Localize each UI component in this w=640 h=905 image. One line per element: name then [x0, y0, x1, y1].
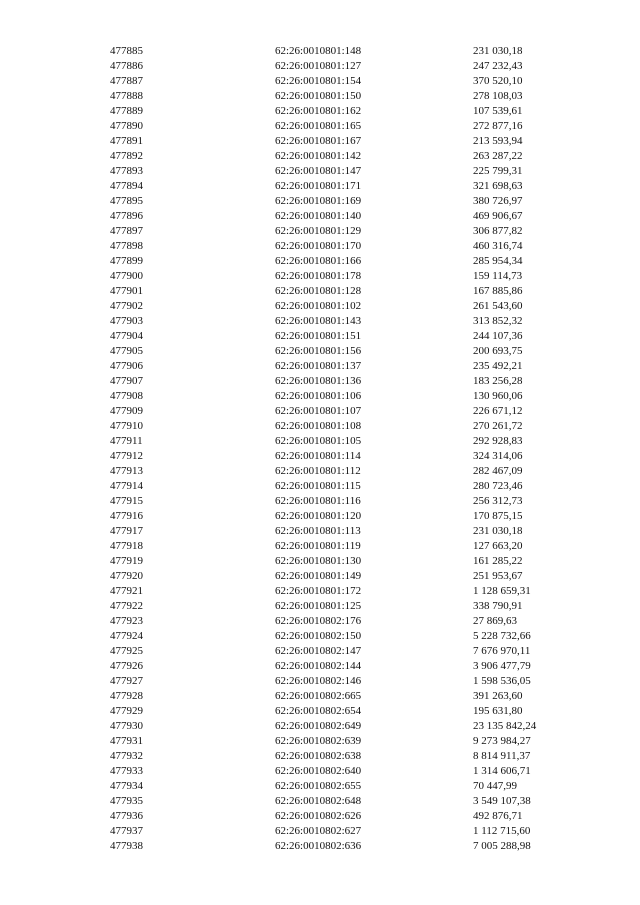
table-row [0, 809, 640, 824]
table-row [0, 764, 640, 779]
row-number: 477898 [110, 240, 143, 252]
row-number: 477933 [110, 765, 143, 777]
cadastral-number: 62:26:0010801:114 [275, 450, 361, 462]
cadastral-number: 62:26:0010801:128 [275, 285, 362, 297]
row-number: 477935 [110, 795, 143, 807]
table-row [0, 389, 640, 404]
table-row [0, 464, 640, 479]
row-number: 477919 [110, 555, 143, 567]
cadastral-value: 251 953,67 [473, 570, 523, 582]
table-row [0, 299, 640, 314]
cadastral-number: 62:26:0010801:166 [275, 255, 362, 267]
table-row [0, 644, 640, 659]
row-number: 477886 [110, 60, 143, 72]
cadastral-value: 23 135 842,24 [473, 720, 537, 732]
row-number: 477910 [110, 420, 143, 432]
cadastral-number: 62:26:0010801:107 [275, 405, 362, 417]
row-number: 477916 [110, 510, 143, 522]
row-number: 477904 [110, 330, 143, 342]
cadastral-number: 62:26:0010801:148 [275, 45, 362, 57]
row-number: 477925 [110, 645, 143, 657]
table-row [0, 269, 640, 284]
cadastral-number: 62:26:0010802:144 [275, 660, 362, 672]
cadastral-value: 380 726,97 [473, 195, 523, 207]
row-number: 477932 [110, 750, 143, 762]
cadastral-number: 62:26:0010801:130 [275, 555, 362, 567]
row-number: 477909 [110, 405, 143, 417]
cadastral-value: 161 285,22 [473, 555, 523, 567]
cadastral-value: 170 875,15 [473, 510, 523, 522]
cadastral-value: 127 663,20 [473, 540, 523, 552]
cadastral-value: 1 598 536,05 [473, 675, 531, 687]
row-number: 477936 [110, 810, 143, 822]
cadastral-value: 107 539,61 [473, 105, 523, 117]
table-row [0, 584, 640, 599]
cadastral-value: 213 593,94 [473, 135, 523, 147]
cadastral-number: 62:26:0010801:116 [275, 495, 361, 507]
row-number: 477900 [110, 270, 143, 282]
table-row [0, 209, 640, 224]
row-number: 477903 [110, 315, 143, 327]
table-row [0, 569, 640, 584]
table-row [0, 719, 640, 734]
row-number: 477896 [110, 210, 143, 222]
cadastral-value: 460 316,74 [473, 240, 523, 252]
table-row [0, 404, 640, 419]
cadastral-value: 8 814 911,37 [473, 750, 531, 762]
row-number: 477930 [110, 720, 143, 732]
cadastral-value: 7 676 970,11 [473, 645, 531, 657]
cadastral-value: 270 261,72 [473, 420, 523, 432]
table-row [0, 524, 640, 539]
table-row [0, 689, 640, 704]
table-row [0, 449, 640, 464]
table-row [0, 74, 640, 89]
row-number: 477893 [110, 165, 143, 177]
table-row [0, 344, 640, 359]
data-table [0, 44, 640, 854]
table-row [0, 194, 640, 209]
cadastral-number: 62:26:0010801:102 [275, 300, 362, 312]
table-row [0, 659, 640, 674]
row-number: 477921 [110, 585, 143, 597]
cadastral-number: 62:26:0010801:170 [275, 240, 362, 252]
cadastral-value: 280 723,46 [473, 480, 523, 492]
table-row [0, 134, 640, 149]
row-number: 477920 [110, 570, 143, 582]
row-number: 477897 [110, 225, 143, 237]
table-row [0, 479, 640, 494]
row-number: 477905 [110, 345, 143, 357]
row-number: 477889 [110, 105, 143, 117]
cadastral-number: 62:26:0010801:167 [275, 135, 362, 147]
row-number: 477908 [110, 390, 143, 402]
cadastral-value: 200 693,75 [473, 345, 523, 357]
row-number: 477892 [110, 150, 143, 162]
cadastral-number: 62:26:0010801:119 [275, 540, 361, 552]
row-number: 477923 [110, 615, 143, 627]
table-row [0, 704, 640, 719]
cadastral-value: 313 852,32 [473, 315, 523, 327]
cadastral-number: 62:26:0010802:654 [275, 705, 362, 717]
row-number: 477922 [110, 600, 143, 612]
table-row [0, 734, 640, 749]
cadastral-number: 62:26:0010801:113 [275, 525, 361, 537]
table-row [0, 104, 640, 119]
cadastral-value: 391 263,60 [473, 690, 523, 702]
cadastral-number: 62:26:0010801:178 [275, 270, 362, 282]
row-number: 477937 [110, 825, 143, 837]
row-number: 477934 [110, 780, 143, 792]
row-number: 477894 [110, 180, 143, 192]
table-row [0, 149, 640, 164]
cadastral-number: 62:26:0010802:150 [275, 630, 362, 642]
row-number: 477907 [110, 375, 143, 387]
cadastral-number: 62:26:0010802:176 [275, 615, 362, 627]
cadastral-number: 62:26:0010801:125 [275, 600, 362, 612]
table-row [0, 824, 640, 839]
row-number: 477891 [110, 135, 143, 147]
cadastral-number: 62:26:0010801:171 [275, 180, 362, 192]
table-row [0, 314, 640, 329]
table-row [0, 674, 640, 689]
table-row [0, 329, 640, 344]
table-row [0, 89, 640, 104]
cadastral-value: 256 312,73 [473, 495, 523, 507]
table-row [0, 614, 640, 629]
cadastral-number: 62:26:0010801:169 [275, 195, 362, 207]
cadastral-number: 62:26:0010802:638 [275, 750, 362, 762]
cadastral-value: 278 108,03 [473, 90, 523, 102]
row-number: 477902 [110, 300, 143, 312]
table-row [0, 254, 640, 269]
cadastral-value: 1 314 606,71 [473, 765, 531, 777]
table-row [0, 419, 640, 434]
cadastral-value: 167 885,86 [473, 285, 523, 297]
cadastral-value: 263 287,22 [473, 150, 523, 162]
row-number: 477917 [110, 525, 143, 537]
cadastral-number: 62:26:0010801:106 [275, 390, 362, 402]
cadastral-number: 62:26:0010801:140 [275, 210, 362, 222]
table-row [0, 599, 640, 614]
cadastral-number: 62:26:0010802:665 [275, 690, 362, 702]
cadastral-value: 231 030,18 [473, 45, 523, 57]
cadastral-number: 62:26:0010801:105 [275, 435, 362, 447]
cadastral-value: 244 107,36 [473, 330, 523, 342]
table-row [0, 374, 640, 389]
table-row [0, 44, 640, 59]
cadastral-number: 62:26:0010801:172 [275, 585, 362, 597]
cadastral-value: 321 698,63 [473, 180, 523, 192]
cadastral-value: 306 877,82 [473, 225, 523, 237]
row-number: 477926 [110, 660, 143, 672]
cadastral-value: 3 906 477,79 [473, 660, 531, 672]
table-row [0, 554, 640, 569]
cadastral-number: 62:26:0010801:137 [275, 360, 362, 372]
row-number: 477913 [110, 465, 143, 477]
table-row [0, 284, 640, 299]
cadastral-number: 62:26:0010802:636 [275, 840, 362, 852]
cadastral-value: 285 954,34 [473, 255, 523, 267]
table-row [0, 239, 640, 254]
cadastral-number: 62:26:0010801:112 [275, 465, 361, 477]
cadastral-value: 5 228 732,66 [473, 630, 531, 642]
row-number: 477885 [110, 45, 143, 57]
cadastral-value: 272 877,16 [473, 120, 523, 132]
cadastral-number: 62:26:0010802:640 [275, 765, 362, 777]
cadastral-value: 1 112 715,60 [473, 825, 531, 837]
cadastral-number: 62:26:0010802:626 [275, 810, 362, 822]
cadastral-value: 469 906,67 [473, 210, 523, 222]
cadastral-value: 231 030,18 [473, 525, 523, 537]
cadastral-number: 62:26:0010801:154 [275, 75, 362, 87]
row-number: 477890 [110, 120, 143, 132]
cadastral-value: 492 876,71 [473, 810, 523, 822]
cadastral-value: 183 256,28 [473, 375, 523, 387]
cadastral-number: 62:26:0010802:648 [275, 795, 362, 807]
row-number: 477918 [110, 540, 143, 552]
table-row [0, 749, 640, 764]
table-row [0, 779, 640, 794]
row-number: 477931 [110, 735, 143, 747]
cadastral-value: 226 671,12 [473, 405, 523, 417]
cadastral-value: 324 314,06 [473, 450, 523, 462]
table-row [0, 494, 640, 509]
cadastral-number: 62:26:0010801:165 [275, 120, 362, 132]
table-row [0, 224, 640, 239]
table-row [0, 164, 640, 179]
cadastral-number: 62:26:0010801:149 [275, 570, 362, 582]
table-row [0, 539, 640, 554]
row-number: 477914 [110, 480, 143, 492]
cadastral-number: 62:26:0010802:639 [275, 735, 362, 747]
cadastral-value: 195 631,80 [473, 705, 523, 717]
cadastral-number: 62:26:0010802:146 [275, 675, 362, 687]
cadastral-value: 130 960,06 [473, 390, 523, 402]
table-row [0, 509, 640, 524]
cadastral-value: 9 273 984,27 [473, 735, 531, 747]
cadastral-number: 62:26:0010802:649 [275, 720, 362, 732]
cadastral-value: 27 869,63 [473, 615, 517, 627]
table-row [0, 359, 640, 374]
row-number: 477912 [110, 450, 143, 462]
cadastral-number: 62:26:0010801:150 [275, 90, 362, 102]
cadastral-value: 261 543,60 [473, 300, 523, 312]
cadastral-number: 62:26:0010801:143 [275, 315, 362, 327]
row-number: 477895 [110, 195, 143, 207]
cadastral-number: 62:26:0010802:627 [275, 825, 362, 837]
row-number: 477924 [110, 630, 143, 642]
row-number: 477929 [110, 705, 143, 717]
cadastral-number: 62:26:0010802:655 [275, 780, 362, 792]
cadastral-value: 7 005 288,98 [473, 840, 531, 852]
row-number: 477887 [110, 75, 143, 87]
row-number: 477901 [110, 285, 143, 297]
row-number: 477938 [110, 840, 143, 852]
row-number: 477915 [110, 495, 143, 507]
cadastral-value: 70 447,99 [473, 780, 517, 792]
table-row [0, 839, 640, 854]
table-row [0, 794, 640, 809]
row-number: 477888 [110, 90, 143, 102]
cadastral-value: 292 928,83 [473, 435, 523, 447]
table-row [0, 629, 640, 644]
cadastral-value: 225 799,31 [473, 165, 523, 177]
row-number: 477906 [110, 360, 143, 372]
table-row [0, 179, 640, 194]
cadastral-value: 282 467,09 [473, 465, 523, 477]
row-number: 477899 [110, 255, 143, 267]
cadastral-value: 1 128 659,31 [473, 585, 531, 597]
cadastral-number: 62:26:0010801:142 [275, 150, 362, 162]
cadastral-number: 62:26:0010801:120 [275, 510, 362, 522]
table-row [0, 59, 640, 74]
cadastral-number: 62:26:0010801:156 [275, 345, 362, 357]
cadastral-number: 62:26:0010801:162 [275, 105, 362, 117]
cadastral-number: 62:26:0010801:129 [275, 225, 362, 237]
cadastral-number: 62:26:0010801:151 [275, 330, 362, 342]
cadastral-value: 247 232,43 [473, 60, 523, 72]
cadastral-number: 62:26:0010801:136 [275, 375, 362, 387]
table-row [0, 434, 640, 449]
cadastral-number: 62:26:0010801:108 [275, 420, 362, 432]
row-number: 477911 [110, 435, 143, 447]
cadastral-number: 62:26:0010802:147 [275, 645, 362, 657]
cadastral-value: 159 114,73 [473, 270, 523, 282]
cadastral-number: 62:26:0010801:115 [275, 480, 361, 492]
cadastral-value: 235 492,21 [473, 360, 523, 372]
cadastral-number: 62:26:0010801:147 [275, 165, 362, 177]
cadastral-value: 3 549 107,38 [473, 795, 531, 807]
cadastral-value: 338 790,91 [473, 600, 523, 612]
cadastral-value: 370 520,10 [473, 75, 523, 87]
row-number: 477928 [110, 690, 143, 702]
cadastral-number: 62:26:0010801:127 [275, 60, 362, 72]
row-number: 477927 [110, 675, 143, 687]
table-row [0, 119, 640, 134]
